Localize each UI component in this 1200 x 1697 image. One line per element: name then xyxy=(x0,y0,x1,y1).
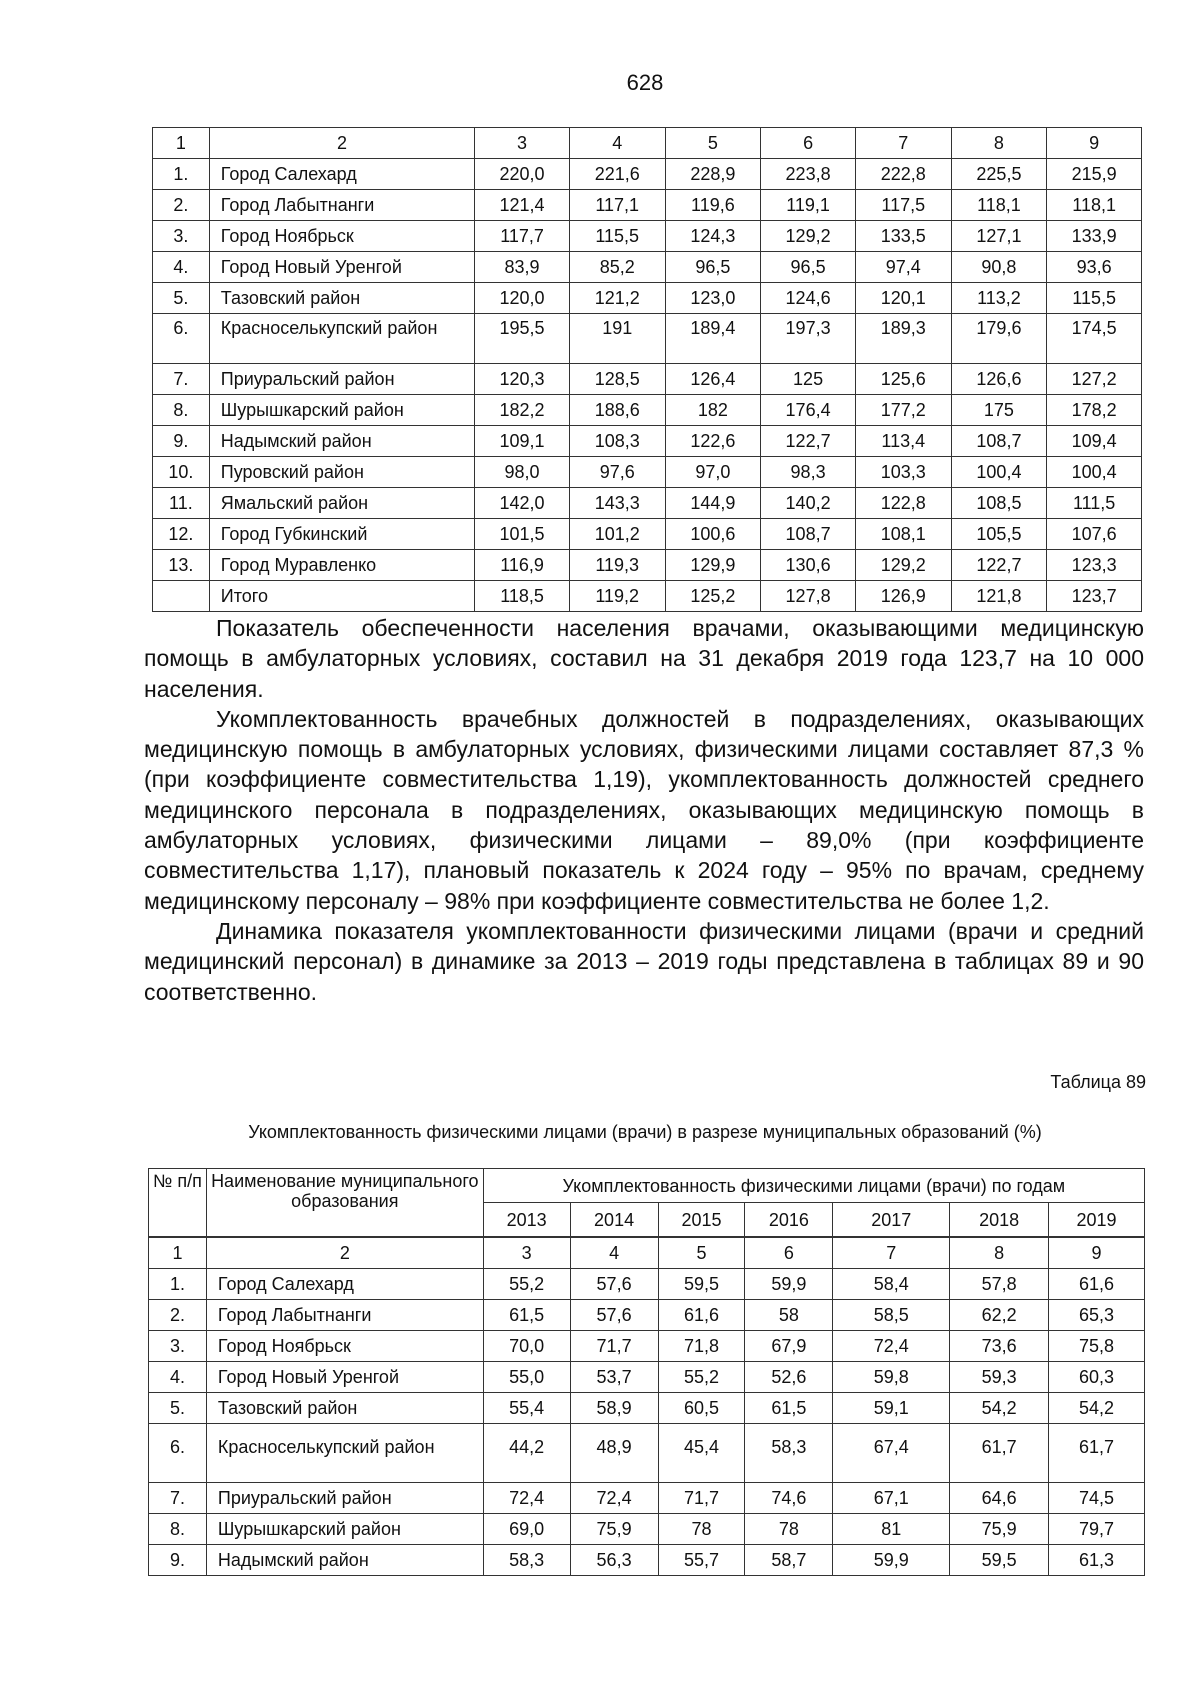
value-cell: 109,4 xyxy=(1047,426,1142,457)
table-row xyxy=(149,1483,1145,1514)
value-cell: 61,5 xyxy=(745,1393,833,1424)
row-number: 1. xyxy=(153,159,210,190)
value-cell: 74,6 xyxy=(745,1483,833,1514)
value-cell: 223,8 xyxy=(761,159,856,190)
value-cell: 59,3 xyxy=(950,1362,1049,1393)
value-cell: 67,9 xyxy=(745,1331,833,1362)
table-title: Укомплектованность физическими лицами (врачи) в разрезе муниципальных образований (%) xyxy=(248,1122,1042,1142)
header-name: Наименование муниципального образования xyxy=(206,1169,483,1238)
value-cell: 75,8 xyxy=(1049,1331,1145,1362)
value-cell: 44,2 xyxy=(483,1424,570,1483)
row-name: Красноселькупский район xyxy=(206,1424,483,1483)
value-cell: 195,5 xyxy=(475,314,570,364)
value-cell: 58,3 xyxy=(483,1545,570,1576)
value-cell: 73,6 xyxy=(950,1331,1049,1362)
value-cell: 176,4 xyxy=(761,395,856,426)
value-cell: 59,9 xyxy=(745,1269,833,1300)
table-row xyxy=(153,159,1142,190)
row-name: Город Лабытнанги xyxy=(209,190,474,221)
row-name: Шурышкарский район xyxy=(206,1514,483,1545)
value-cell: 107,6 xyxy=(1047,519,1142,550)
year-cell: 2019 xyxy=(1049,1203,1145,1238)
row-name: Город Новый Уренгой xyxy=(209,252,474,283)
value-cell: 61,5 xyxy=(483,1300,570,1331)
value-cell: 55,2 xyxy=(658,1362,745,1393)
row-number: 11. xyxy=(153,488,210,519)
value-cell: 133,9 xyxy=(1047,221,1142,252)
value-cell: 55,4 xyxy=(483,1393,570,1424)
value-cell: 58 xyxy=(745,1300,833,1331)
row-number: 1. xyxy=(149,1269,207,1300)
value-cell: 113,4 xyxy=(855,426,951,457)
row-name: Город Новый Уренгой xyxy=(206,1362,483,1393)
value-cell: 122,7 xyxy=(761,426,856,457)
value-cell: 83,9 xyxy=(475,252,570,283)
value-cell: 175 xyxy=(951,395,1047,426)
value-cell: 215,9 xyxy=(1047,159,1142,190)
row-number xyxy=(153,581,210,612)
value-cell: 120,3 xyxy=(475,364,570,395)
row-number: 8. xyxy=(149,1514,207,1545)
value-cell: 125 xyxy=(761,364,856,395)
value-cell: 78 xyxy=(658,1514,745,1545)
row-number: 2. xyxy=(153,190,210,221)
year-cell: 2014 xyxy=(570,1203,658,1238)
value-cell: 108,3 xyxy=(569,426,665,457)
row-number: 5. xyxy=(153,283,210,314)
value-cell: 100,6 xyxy=(665,519,761,550)
row-number: 10. xyxy=(153,457,210,488)
index-cell: 8 xyxy=(950,1237,1049,1269)
value-cell: 125,2 xyxy=(665,581,761,612)
value-cell: 117,7 xyxy=(475,221,570,252)
value-cell: 70,0 xyxy=(483,1331,570,1362)
index-cell: 2 xyxy=(206,1237,483,1269)
header-cell: 3 xyxy=(475,128,570,159)
value-cell: 115,5 xyxy=(569,221,665,252)
value-cell: 59,9 xyxy=(833,1545,950,1576)
value-cell: 58,9 xyxy=(570,1393,658,1424)
value-cell: 188,6 xyxy=(569,395,665,426)
table-row xyxy=(153,550,1142,581)
value-cell: 71,7 xyxy=(570,1331,658,1362)
table-row xyxy=(149,1300,1145,1331)
value-cell: 120,0 xyxy=(475,283,570,314)
row-name: Пуровский район xyxy=(209,457,474,488)
value-cell: 122,8 xyxy=(855,488,951,519)
value-cell: 126,4 xyxy=(665,364,761,395)
value-cell: 109,1 xyxy=(475,426,570,457)
row-number: 3. xyxy=(153,221,210,252)
value-cell: 55,0 xyxy=(483,1362,570,1393)
value-cell: 72,4 xyxy=(483,1483,570,1514)
table-row xyxy=(149,1362,1145,1393)
value-cell: 133,5 xyxy=(855,221,951,252)
value-cell: 127,2 xyxy=(1047,364,1142,395)
value-cell: 55,2 xyxy=(483,1269,570,1300)
row-name: Тазовский район xyxy=(206,1393,483,1424)
value-cell: 123,7 xyxy=(1047,581,1142,612)
value-cell: 228,9 xyxy=(665,159,761,190)
paragraph: Укомплектованность врачебных должностей в подразделениях, оказывающих медицинскую помощь в амбулаторных условиях, физическими лицами составляет 87,3 % (при коэффициенте совместительства 1,19), укомплектованность должностей среднего медицинского персонала в подразделениях, оказывающих медицинскую помощь в амбулаторных условиях, физическими лицами – 89,0% (при коэффициенте совместительства 1,17), плановый показатель к 2024 году – 95% по врачам, среднему медицинскому персоналу – 98% при коэффициенте совместительства не более 1,2. xyxy=(144,705,1144,914)
value-cell: 189,4 xyxy=(665,314,761,364)
row-name: Город Салехард xyxy=(206,1269,483,1300)
row-number: 5. xyxy=(149,1393,207,1424)
table-row xyxy=(149,1393,1145,1424)
value-cell: 123,3 xyxy=(1047,550,1142,581)
value-cell: 129,2 xyxy=(761,221,856,252)
value-cell: 98,3 xyxy=(761,457,856,488)
value-cell: 61,6 xyxy=(658,1300,745,1331)
value-cell: 54,2 xyxy=(950,1393,1049,1424)
index-cell: 7 xyxy=(833,1237,950,1269)
value-cell: 78 xyxy=(745,1514,833,1545)
value-cell: 59,5 xyxy=(658,1269,745,1300)
row-name: Итого xyxy=(209,581,474,612)
row-name: Приуральский район xyxy=(209,364,474,395)
value-cell: 100,4 xyxy=(951,457,1047,488)
value-cell: 117,1 xyxy=(569,190,665,221)
row-name: Надымский район xyxy=(209,426,474,457)
value-cell: 126,6 xyxy=(951,364,1047,395)
table-row xyxy=(153,581,1142,612)
header-group: Укомплектованность физическими лицами (врачи) по годам xyxy=(483,1169,1144,1203)
value-cell: 97,4 xyxy=(855,252,951,283)
table-row xyxy=(149,1514,1145,1545)
table-row xyxy=(153,519,1142,550)
value-cell: 124,3 xyxy=(665,221,761,252)
table-staffing-doctors xyxy=(148,1168,1145,1576)
row-number: 7. xyxy=(153,364,210,395)
value-cell: 69,0 xyxy=(483,1514,570,1545)
value-cell: 129,9 xyxy=(665,550,761,581)
value-cell: 120,1 xyxy=(855,283,951,314)
year-cell: 2018 xyxy=(950,1203,1049,1238)
value-cell: 58,7 xyxy=(745,1545,833,1576)
table-supply-continued xyxy=(152,127,1142,612)
value-cell: 61,7 xyxy=(1049,1424,1145,1483)
value-cell: 121,4 xyxy=(475,190,570,221)
value-cell: 115,5 xyxy=(1047,283,1142,314)
table-row xyxy=(153,221,1142,252)
value-cell: 72,4 xyxy=(833,1331,950,1362)
value-cell: 61,3 xyxy=(1049,1545,1145,1576)
value-cell: 103,3 xyxy=(855,457,951,488)
value-cell: 221,6 xyxy=(569,159,665,190)
value-cell: 97,0 xyxy=(665,457,761,488)
value-cell: 62,2 xyxy=(950,1300,1049,1331)
value-cell: 67,1 xyxy=(833,1483,950,1514)
value-cell: 118,1 xyxy=(1047,190,1142,221)
row-number: 6. xyxy=(149,1424,207,1483)
value-cell: 197,3 xyxy=(761,314,856,364)
row-name: Шурышкарский район xyxy=(209,395,474,426)
value-cell: 96,5 xyxy=(665,252,761,283)
table-row xyxy=(153,314,1142,364)
header-cell: 5 xyxy=(665,128,761,159)
row-name: Город Салехард xyxy=(209,159,474,190)
value-cell: 108,7 xyxy=(761,519,856,550)
row-name: Город Ноябрьск xyxy=(209,221,474,252)
row-name: Приуральский район xyxy=(206,1483,483,1514)
value-cell: 58,5 xyxy=(833,1300,950,1331)
index-cell: 5 xyxy=(658,1237,745,1269)
value-cell: 123,0 xyxy=(665,283,761,314)
value-cell: 118,5 xyxy=(475,581,570,612)
table-index-row xyxy=(149,1237,1145,1269)
table-supply-body xyxy=(153,128,1142,612)
value-cell: 71,8 xyxy=(658,1331,745,1362)
row-number: 8. xyxy=(153,395,210,426)
value-cell: 52,6 xyxy=(745,1362,833,1393)
value-cell: 143,3 xyxy=(569,488,665,519)
value-cell: 58,4 xyxy=(833,1269,950,1300)
value-cell: 108,5 xyxy=(951,488,1047,519)
index-cell: 4 xyxy=(570,1237,658,1269)
value-cell: 122,7 xyxy=(951,550,1047,581)
value-cell: 222,8 xyxy=(855,159,951,190)
table-row xyxy=(153,283,1142,314)
year-cell: 2016 xyxy=(745,1203,833,1238)
value-cell: 121,8 xyxy=(951,581,1047,612)
row-number: 2. xyxy=(149,1300,207,1331)
header-cell: 9 xyxy=(1047,128,1142,159)
value-cell: 174,5 xyxy=(1047,314,1142,364)
value-cell: 101,2 xyxy=(569,519,665,550)
value-cell: 220,0 xyxy=(475,159,570,190)
value-cell: 189,3 xyxy=(855,314,951,364)
value-cell: 85,2 xyxy=(569,252,665,283)
value-cell: 119,6 xyxy=(665,190,761,221)
value-cell: 118,1 xyxy=(951,190,1047,221)
value-cell: 117,5 xyxy=(855,190,951,221)
value-cell: 79,7 xyxy=(1049,1514,1145,1545)
value-cell: 90,8 xyxy=(951,252,1047,283)
row-name: Город Лабытнанги xyxy=(206,1300,483,1331)
value-cell: 100,4 xyxy=(1047,457,1142,488)
header-cell: 1 xyxy=(153,128,210,159)
table-row xyxy=(153,395,1142,426)
value-cell: 75,9 xyxy=(950,1514,1049,1545)
header-num: № п/п xyxy=(149,1169,207,1238)
value-cell: 128,5 xyxy=(569,364,665,395)
value-cell: 96,5 xyxy=(761,252,856,283)
value-cell: 127,8 xyxy=(761,581,856,612)
table-row xyxy=(153,190,1142,221)
value-cell: 113,2 xyxy=(951,283,1047,314)
table-caption: Таблица 89 xyxy=(1050,1072,1146,1092)
header-cell: 6 xyxy=(761,128,856,159)
value-cell: 142,0 xyxy=(475,488,570,519)
value-cell: 129,2 xyxy=(855,550,951,581)
value-cell: 60,3 xyxy=(1049,1362,1145,1393)
value-cell: 74,5 xyxy=(1049,1483,1145,1514)
value-cell: 125,6 xyxy=(855,364,951,395)
value-cell: 56,3 xyxy=(570,1545,658,1576)
value-cell: 57,6 xyxy=(570,1300,658,1331)
row-name: Красноселькупский район xyxy=(209,314,474,364)
row-number: 12. xyxy=(153,519,210,550)
value-cell: 179,6 xyxy=(951,314,1047,364)
value-cell: 119,1 xyxy=(761,190,856,221)
row-number: 4. xyxy=(149,1362,207,1393)
value-cell: 61,7 xyxy=(950,1424,1049,1483)
year-cell: 2015 xyxy=(658,1203,745,1238)
index-cell: 9 xyxy=(1049,1237,1145,1269)
value-cell: 93,6 xyxy=(1047,252,1142,283)
value-cell: 81 xyxy=(833,1514,950,1545)
row-number: 6. xyxy=(153,314,210,364)
value-cell: 121,2 xyxy=(569,283,665,314)
value-cell: 75,9 xyxy=(570,1514,658,1545)
row-number: 7. xyxy=(149,1483,207,1514)
value-cell: 182 xyxy=(665,395,761,426)
value-cell: 72,4 xyxy=(570,1483,658,1514)
index-cell: 3 xyxy=(483,1237,570,1269)
row-number: 3. xyxy=(149,1331,207,1362)
row-name: Тазовский район xyxy=(209,283,474,314)
row-number: 9. xyxy=(153,426,210,457)
value-cell: 124,6 xyxy=(761,283,856,314)
value-cell: 144,9 xyxy=(665,488,761,519)
year-cell: 2017 xyxy=(833,1203,950,1238)
value-cell: 108,1 xyxy=(855,519,951,550)
value-cell: 60,5 xyxy=(658,1393,745,1424)
value-cell: 130,6 xyxy=(761,550,856,581)
row-number: 4. xyxy=(153,252,210,283)
value-cell: 57,8 xyxy=(950,1269,1049,1300)
table-row xyxy=(149,1331,1145,1362)
value-cell: 59,8 xyxy=(833,1362,950,1393)
table-row xyxy=(149,1269,1145,1300)
table-row xyxy=(153,426,1142,457)
row-name: Ямальский район xyxy=(209,488,474,519)
table-header-row xyxy=(153,128,1142,159)
index-cell: 1 xyxy=(149,1237,207,1269)
value-cell: 126,9 xyxy=(855,581,951,612)
value-cell: 67,4 xyxy=(833,1424,950,1483)
row-number: 9. xyxy=(149,1545,207,1576)
row-name: Город Муравленко xyxy=(209,550,474,581)
value-cell: 182,2 xyxy=(475,395,570,426)
value-cell: 119,2 xyxy=(569,581,665,612)
table-row xyxy=(153,488,1142,519)
row-name: Надымский район xyxy=(206,1545,483,1576)
value-cell: 178,2 xyxy=(1047,395,1142,426)
paragraph: Динамика показателя укомплектованности физическими лицами (врачи и средний медицинский персонал) в динамике за 2013 – 2019 годы представлена в таблицах 89 и 90 соответственно. xyxy=(144,917,1144,1005)
value-cell: 98,0 xyxy=(475,457,570,488)
value-cell: 140,2 xyxy=(761,488,856,519)
header-cell: 7 xyxy=(855,128,951,159)
value-cell: 71,7 xyxy=(658,1483,745,1514)
header-cell: 2 xyxy=(209,128,474,159)
value-cell: 101,5 xyxy=(475,519,570,550)
value-cell: 45,4 xyxy=(658,1424,745,1483)
row-number: 13. xyxy=(153,550,210,581)
header-cell: 4 xyxy=(569,128,665,159)
value-cell: 65,3 xyxy=(1049,1300,1145,1331)
table-row xyxy=(153,457,1142,488)
body-text xyxy=(144,613,1144,1007)
value-cell: 55,7 xyxy=(658,1545,745,1576)
value-cell: 116,9 xyxy=(475,550,570,581)
value-cell: 58,3 xyxy=(745,1424,833,1483)
table-row xyxy=(153,364,1142,395)
value-cell: 59,5 xyxy=(950,1545,1049,1576)
row-name: Город Губкинский xyxy=(209,519,474,550)
value-cell: 54,2 xyxy=(1049,1393,1145,1424)
value-cell: 48,9 xyxy=(570,1424,658,1483)
value-cell: 53,7 xyxy=(570,1362,658,1393)
value-cell: 177,2 xyxy=(855,395,951,426)
value-cell: 191 xyxy=(569,314,665,364)
value-cell: 61,6 xyxy=(1049,1269,1145,1300)
value-cell: 64,6 xyxy=(950,1483,1049,1514)
value-cell: 111,5 xyxy=(1047,488,1142,519)
index-cell: 6 xyxy=(745,1237,833,1269)
table-row xyxy=(153,252,1142,283)
year-cell: 2013 xyxy=(483,1203,570,1238)
row-name: Город Ноябрьск xyxy=(206,1331,483,1362)
value-cell: 122,6 xyxy=(665,426,761,457)
value-cell: 127,1 xyxy=(951,221,1047,252)
value-cell: 57,6 xyxy=(570,1269,658,1300)
value-cell: 225,5 xyxy=(951,159,1047,190)
paragraph: Показатель обеспеченности населения врачами, оказывающими медицинскую помощь в амбулаторных условиях, составил на 31 декабря 2019 года 123,7 на 10 000 населения. xyxy=(144,615,1144,702)
value-cell: 97,6 xyxy=(569,457,665,488)
table-row xyxy=(149,1424,1145,1483)
value-cell: 59,1 xyxy=(833,1393,950,1424)
table-row xyxy=(149,1545,1145,1576)
header-cell: 8 xyxy=(951,128,1047,159)
value-cell: 119,3 xyxy=(569,550,665,581)
table-staffing-body xyxy=(149,1169,1145,1576)
value-cell: 108,7 xyxy=(951,426,1047,457)
page-number: 628 xyxy=(626,70,664,95)
value-cell: 105,5 xyxy=(951,519,1047,550)
table-header-row xyxy=(149,1169,1145,1203)
